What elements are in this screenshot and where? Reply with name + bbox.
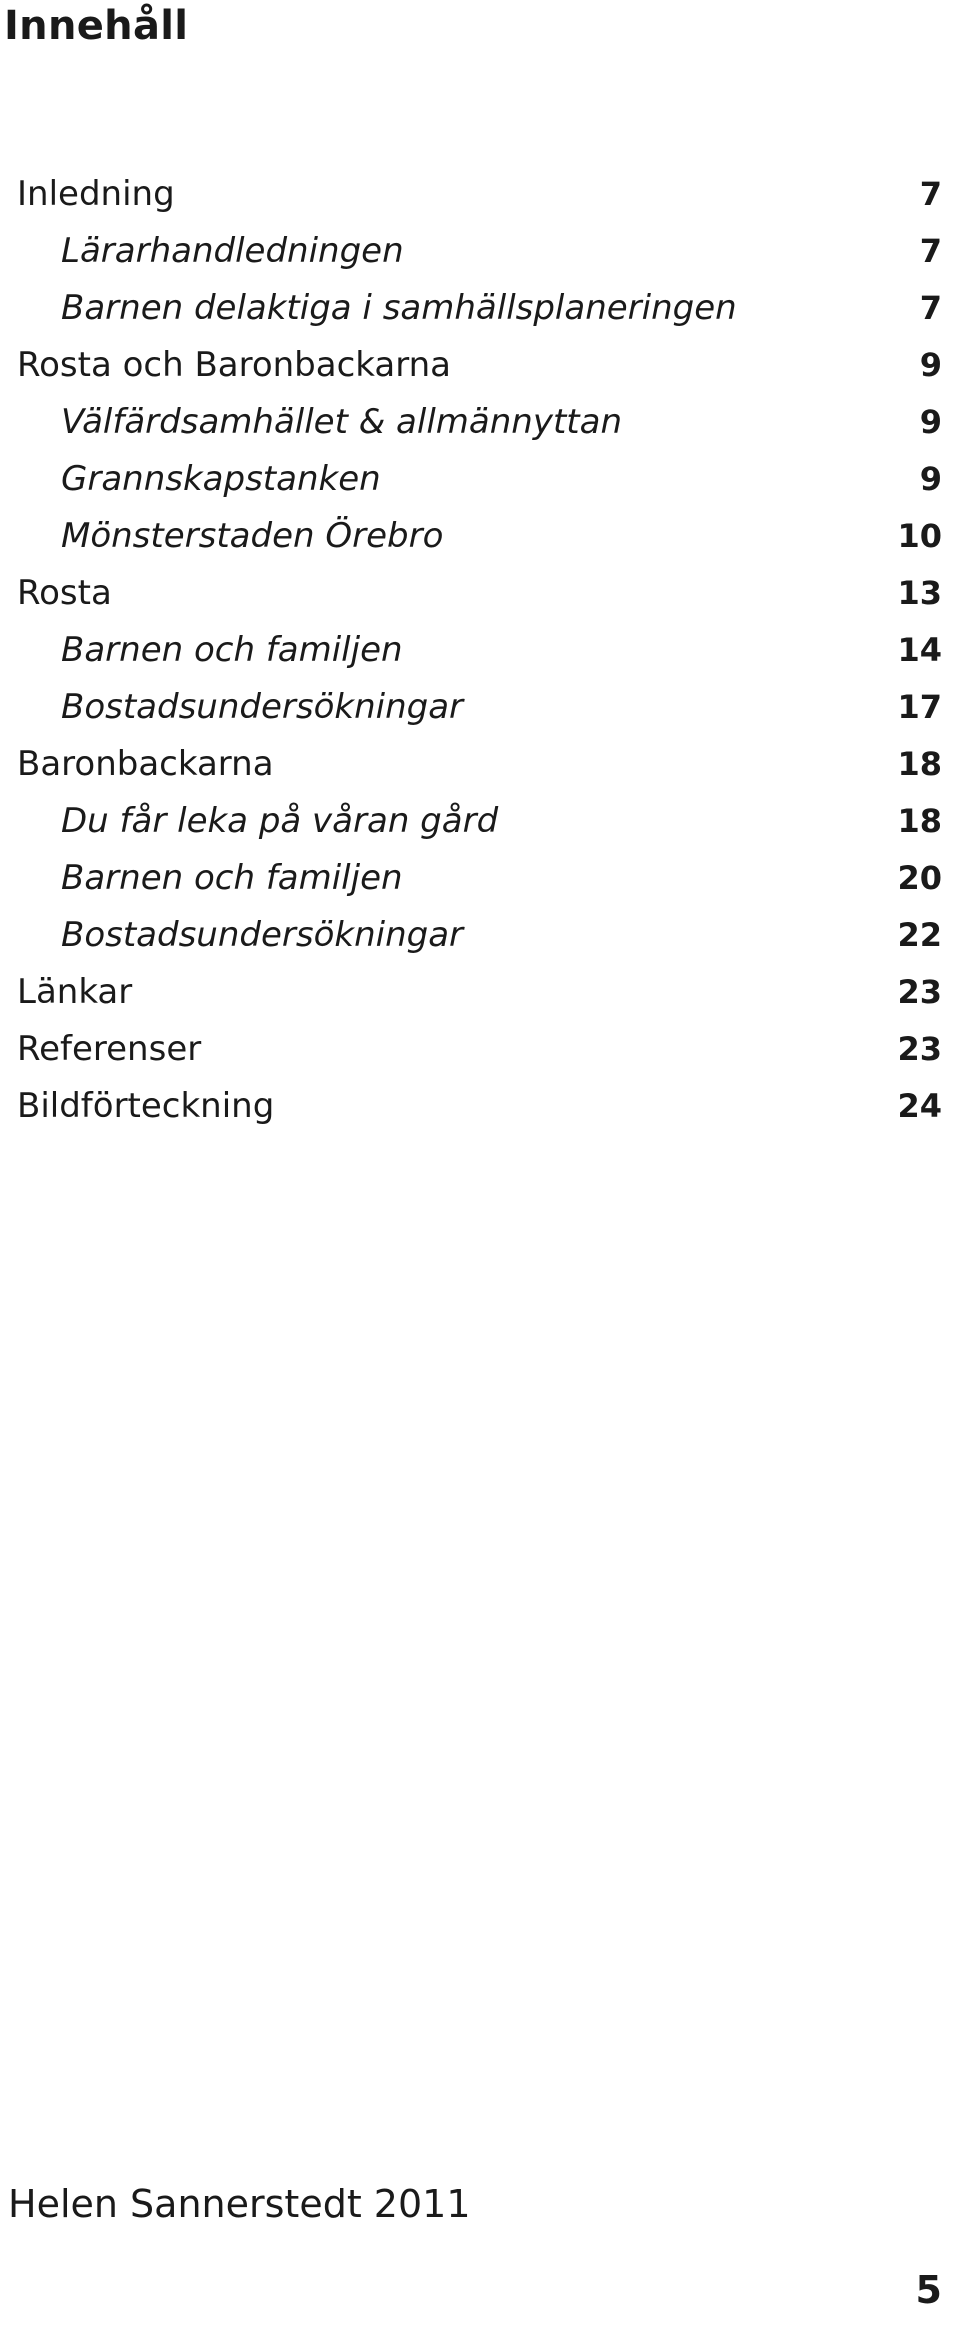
toc-entry[interactable] (0, 166, 960, 223)
author-credit: Helen Sannerstedt 2011 (8, 2182, 471, 2226)
toc-entry[interactable] (0, 1078, 960, 1135)
toc-entry-page: 7 (919, 232, 942, 270)
toc-entry-title: Du får leka på våran gård (61, 801, 499, 841)
toc-entry[interactable] (0, 1021, 960, 1078)
toc-entry-title: Rosta (17, 573, 112, 613)
toc-entry-title: Bildförteckning (17, 1086, 275, 1126)
table-of-contents (0, 166, 960, 1135)
toc-entry-page: 13 (897, 574, 942, 612)
toc-entry-page: 20 (897, 859, 942, 897)
toc-entry-page: 24 (897, 1087, 942, 1125)
toc-entry[interactable] (0, 280, 960, 337)
toc-entry-title: Barnen delaktiga i samhällsplaneringen (61, 288, 737, 328)
toc-entry-title: Inledning (17, 174, 175, 214)
toc-entry-title: Länkar (17, 972, 133, 1012)
toc-entry[interactable] (0, 850, 960, 907)
page-number: 5 (915, 2268, 942, 2312)
toc-entry-page: 7 (919, 289, 942, 327)
toc-entry-title: Mönsterstaden Örebro (61, 516, 444, 556)
page-title: Innehåll (4, 3, 189, 49)
toc-entry-page: 18 (897, 802, 942, 840)
toc-entry[interactable] (0, 679, 960, 736)
toc-entry[interactable] (0, 508, 960, 565)
toc-entry-page: 23 (897, 1030, 942, 1068)
toc-entry[interactable] (0, 736, 960, 793)
toc-entry-title: Grannskapstanken (61, 459, 381, 499)
toc-entry[interactable] (0, 394, 960, 451)
toc-entry[interactable] (0, 622, 960, 679)
toc-entry-title: Barnen och familjen (61, 858, 403, 898)
toc-entry-page: 17 (897, 688, 942, 726)
toc-entry-page: 9 (919, 346, 942, 384)
toc-entry-title: Baronbackarna (17, 744, 274, 784)
toc-entry[interactable] (0, 964, 960, 1021)
toc-entry[interactable] (0, 337, 960, 394)
toc-entry-title: Lärarhandledningen (61, 231, 404, 271)
toc-entry-page: 14 (897, 631, 942, 669)
toc-entry-title: Referenser (17, 1029, 202, 1069)
toc-entry-title: Barnen och familjen (61, 630, 403, 670)
toc-entry[interactable] (0, 451, 960, 508)
toc-entry-page: 9 (919, 460, 942, 498)
toc-entry-title: Rosta och Baronbackarna (17, 345, 451, 385)
toc-entry-page: 22 (897, 916, 942, 954)
toc-entry-title: Bostadsundersökningar (61, 687, 464, 727)
toc-entry-page: 10 (897, 517, 942, 555)
toc-entry[interactable] (0, 907, 960, 964)
toc-entry-page: 9 (919, 403, 942, 441)
toc-entry[interactable] (0, 793, 960, 850)
toc-entry[interactable] (0, 223, 960, 280)
toc-entry-page: 18 (897, 745, 942, 783)
toc-entry-title: Välfärdsamhället & allmännyttan (61, 402, 622, 442)
toc-entry-title: Bostadsundersökningar (61, 915, 464, 955)
toc-entry-page: 7 (919, 175, 942, 213)
toc-entry[interactable] (0, 565, 960, 622)
toc-entry-page: 23 (897, 973, 942, 1011)
